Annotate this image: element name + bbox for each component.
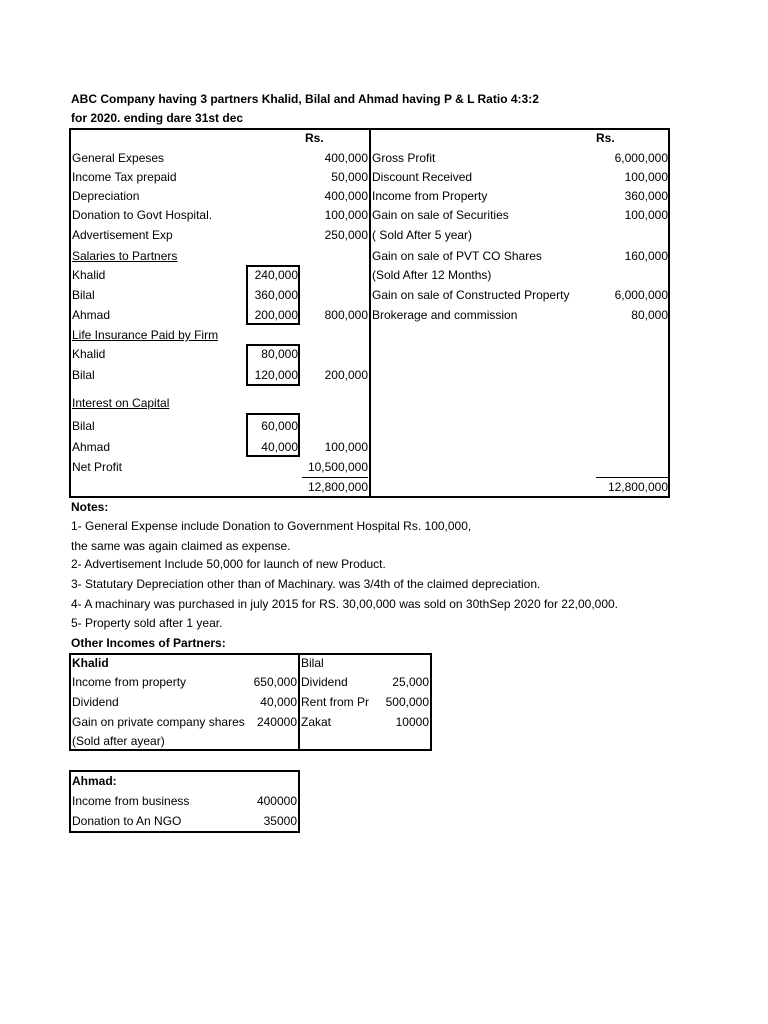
right-grand-total: 12,800,000: [607, 480, 668, 494]
khalid-property-value: 650,000: [253, 675, 297, 689]
life-insurance-khalid-label: Khalid: [72, 347, 106, 361]
khalid-dividend-value: 40,000: [260, 695, 297, 709]
notes-title: Notes:: [71, 500, 109, 514]
gross-profit-amount: 6,000,000: [614, 151, 668, 165]
heading-line-1: ABC Company having 3 partners Khalid, Bilal and Ahmad having P & L Ratio 4:3:2: [71, 92, 539, 106]
salaries-heading: Salaries to Partners: [72, 249, 178, 263]
life-insurance-bilal-label: Bilal: [72, 368, 95, 382]
pvt-shares-gain-label: Gain on sale of PVT CO Shares: [372, 249, 542, 263]
interest-ahmad-value: 40,000: [261, 440, 298, 454]
income-property-label: Income from Property: [372, 189, 488, 203]
constructed-property-amount: 6,000,000: [614, 288, 668, 302]
life-insurance-khalid-value: 80,000: [261, 347, 298, 361]
ahmad-business-value: 400000: [256, 794, 297, 808]
income-property-amount: 360,000: [624, 189, 668, 203]
general-expenses-label: General Expeses: [72, 151, 165, 165]
donation-amount: 100,000: [324, 208, 368, 222]
pvt-shares-gain-amount: 160,000: [624, 249, 668, 263]
salaries-total: 800,000: [324, 308, 368, 322]
salary-ahmad-value: 200,000: [254, 308, 298, 322]
brokerage-amount: 80,000: [631, 308, 668, 322]
note-2: 2- Advertisement Include 50,000 for launch of new Product.: [71, 557, 386, 571]
income-tax-label: Income Tax prepaid: [72, 170, 177, 184]
discount-received-label: Discount Received: [372, 170, 473, 184]
ahmad-business-label: Income from business: [72, 794, 190, 808]
khalid-dividend-label: Dividend: [72, 695, 119, 709]
interest-heading: Interest on Capital: [72, 396, 170, 410]
advertisement-amount: 250,000: [324, 228, 368, 242]
pvt-shares-gain-note: (Sold After 12 Months): [372, 268, 492, 282]
securities-gain-note: ( Sold After 5 year): [372, 228, 473, 242]
interest-bilal-value: 60,000: [261, 419, 298, 433]
gross-profit-label: Gross Profit: [372, 151, 436, 165]
left-total-rule: [302, 477, 368, 478]
note-4: 4- A machinary was purchased in july 2015 for RS. 30,00,000 was sold on 30thSep 2020 for 22,00,000.: [71, 597, 619, 611]
interest-total: 100,000: [324, 440, 368, 454]
net-profit-amount: 10,500,000: [307, 460, 368, 474]
bilal-zakat-label: Zakat: [301, 715, 332, 729]
interest-ahmad-label: Ahmad: [72, 440, 111, 454]
constructed-property-label: Gain on sale of Constructed Property: [372, 288, 570, 302]
salary-khalid-label: Khalid: [72, 268, 106, 282]
discount-received-amount: 100,000: [624, 170, 668, 184]
ahmad-donation-label: Donation to An NGO: [72, 814, 182, 828]
bilal-zakat-value: 10000: [395, 715, 429, 729]
advertisement-label: Advertisement Exp: [72, 228, 173, 242]
depreciation-amount: 400,000: [324, 189, 368, 203]
salary-bilal-label: Bilal: [72, 288, 95, 302]
khalid-gain-label: Gain on private company shares: [72, 715, 245, 729]
heading-line-2: for 2020. ending dare 31st dec: [71, 111, 244, 125]
bilal-dividend-label: Dividend: [301, 675, 348, 689]
depreciation-label: Depreciation: [72, 189, 140, 203]
brokerage-label: Brokerage and commission: [372, 308, 518, 322]
other-incomes-divider: [298, 653, 300, 751]
note-1: 1- General Expense include Donation to Government Hospital Rs. 100,000,: [71, 519, 472, 533]
note-1-continued: the same was again claimed as expense.: [71, 539, 291, 553]
bilal-heading: Bilal: [301, 656, 324, 670]
note-5: 5- Property sold after 1 year.: [71, 616, 223, 630]
life-insurance-bilal-value: 120,000: [254, 368, 298, 382]
khalid-heading: Khalid: [72, 656, 109, 670]
right-currency-header: Rs.: [596, 131, 615, 145]
khalid-gain-note: (Sold after ayear): [72, 734, 165, 748]
salary-bilal-value: 360,000: [254, 288, 298, 302]
life-insurance-total: 200,000: [324, 368, 368, 382]
general-expenses-amount: 400,000: [324, 151, 368, 165]
ahmad-donation-value: 35000: [263, 814, 297, 828]
securities-gain-label: Gain on sale of Securities: [372, 208, 509, 222]
securities-gain-amount: 100,000: [624, 208, 668, 222]
life-insurance-heading: Life Insurance Paid by Firm: [72, 328, 219, 342]
right-total-rule: [596, 477, 668, 478]
left-grand-total: 12,800,000: [307, 480, 368, 494]
net-profit-label: Net Profit: [72, 460, 123, 474]
table-divider: [369, 128, 371, 498]
donation-label: Donation to Govt Hospital.: [72, 208, 213, 222]
ahmad-heading: Ahmad:: [72, 774, 117, 788]
bilal-rent-value: 500,000: [385, 695, 429, 709]
bilal-dividend-value: 25,000: [392, 675, 429, 689]
interest-bilal-label: Bilal: [72, 419, 95, 433]
salary-ahmad-label: Ahmad: [72, 308, 111, 322]
note-3: 3- Statutary Depreciation other than of Machinary. was 3/4th of the claimed depreciation.: [71, 577, 541, 591]
income-tax-amount: 50,000: [331, 170, 368, 184]
other-incomes-title: Other Incomes of Partners:: [71, 636, 226, 650]
khalid-property-label: Income from property: [72, 675, 187, 689]
left-currency-header: Rs.: [305, 131, 324, 145]
bilal-rent-label: Rent from Pr: [301, 695, 370, 709]
salary-khalid-value: 240,000: [254, 268, 298, 282]
khalid-gain-value: 240000: [256, 715, 297, 729]
